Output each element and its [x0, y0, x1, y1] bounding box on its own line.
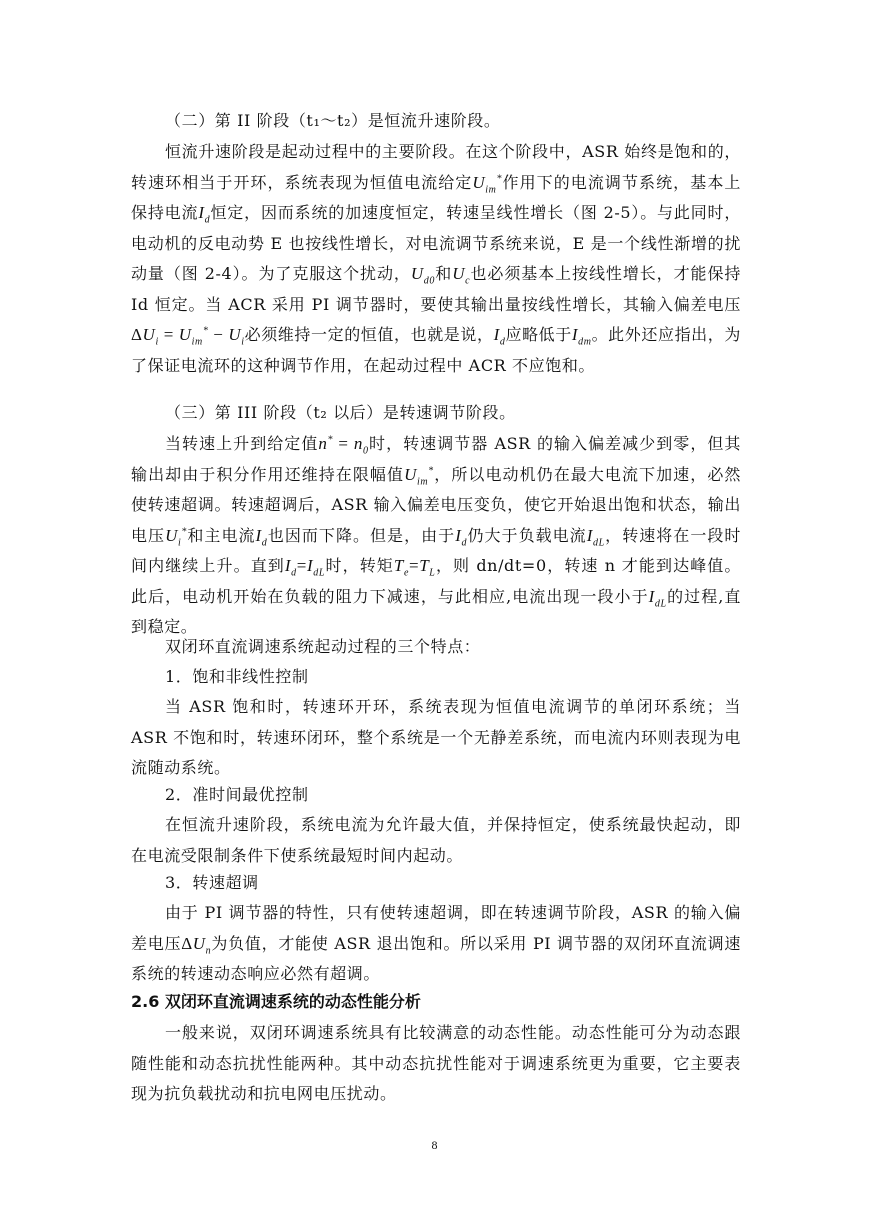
math-delta-ui-eq: $\Delta U_i = U_{im}^* - U_i$ — [131, 325, 245, 348]
math-id-4: $I_d$ — [455, 525, 468, 548]
math-uc: $U_c$ — [452, 264, 471, 287]
math-ud0: $U_{d0}$ — [410, 264, 435, 287]
page-number: 8 — [431, 1138, 438, 1152]
math-idl: $I_{dL}$ — [586, 525, 605, 548]
math-uim-star: $U_{im}^*$ — [472, 172, 503, 195]
features-intro: 双闭环直流调速系统起动过程的三个特点： — [165, 637, 481, 656]
section3-title: （三）第 III 阶段（t₂ 以后）是转速调节阶段。 — [165, 403, 516, 422]
math-id-3: $I_d$ — [255, 525, 268, 548]
section2-title: （二）第 II 阶段（t₁～t₂）是恒流升速阶段。 — [165, 111, 501, 130]
math-id: $I_d$ — [198, 203, 211, 226]
feature1-title: 1．饱和非线性控制 — [165, 667, 309, 686]
feature2-body: 在恒流升速阶段，系统电流为允许最大值，并保持恒定，使系统最快起动，即在电流受限制条件下使系统最短时间内起动。 — [131, 815, 741, 865]
math-idl-2: $I_{dL}$ — [648, 586, 667, 609]
math-idm: $I_{dm}$ — [571, 325, 592, 348]
math-uim-star-2: $U_{im}^*$ — [404, 464, 434, 487]
math-delta-un: $\Delta U_n$ — [181, 933, 212, 956]
math-id-eq-idl: $I_d=I_{dL}$ — [284, 556, 325, 579]
feature2-title: 2．准时间最优控制 — [165, 785, 309, 804]
section26-paragraph: 一般来说，双闭环调速系统具有比较满意的动态性能。动态性能可分为动态跟随性能和动态抗扰性能两种。其中动态抗扰性能对于调速系统更为重要，它主要表现为抗负载扰动和抗电网电压扰动。 — [131, 1023, 741, 1103]
math-ui-star: $U_i^*$ — [165, 525, 187, 548]
math-te-eq-tl: $T_e=T_L$ — [393, 556, 436, 579]
section3-paragraph: 当转速上升到给定值$n^* = n_0$时，转速调节器 ASR 的输入偏差减少到零，但其输出却由于积分作用还维持在限幅值$U_{im}^*$，所以电动机仍在最大电流下加速，必然使转速超调。转速超调后，ASR 输入偏差电压变负，使它开始退出饱和状态，输出电压$U_i^*$和主电流$I_d$也因而下降。但是，由于$I_d$仍大于负载电流$I_{dL}$，转速将在一段时间内继续上升。直到$I_d=I_{dL}$时，转矩$T_e=T_L$，则 dn/dt=0，转速 n 才能到达峰值。此后，电动机开始在负载的阻力下减速，与此相应,电流出现一段小于$I_{dL}$的过程,直到稳定。 — [131, 434, 742, 636]
feature3-title: 3．转速超调 — [165, 873, 259, 892]
math-n-star-eq-n0: $n^* = n_0$ — [318, 434, 369, 457]
feature1-body: 当 ASR 饱和时，转速环开环，系统表现为恒值电流调节的单闭环系统；当 ASR 不饱和时，转速环闭环，整个系统是一个无静差系统，而电流内环则表现为电流随动系统。 — [131, 697, 741, 777]
math-id-2: $I_d$ — [493, 325, 506, 348]
section-heading-2-6: 2.6 双闭环直流调速系统的动态性能分析 — [131, 992, 421, 1011]
feature3-body: 由于 PI 调节器的特性，只有使转速超调，即在转速调节阶段，ASR 的输入偏差电压$\Delta U_n$为负值，才能使 ASR 退出饱和。所以采用 PI 调节器的双闭环直流调速系统的转速动态响应必然有超调。 — [131, 903, 741, 983]
section2-paragraph: 恒流升速阶段是起动过程中的主要阶段。在这个阶段中，ASR 始终是饱和的，转速环相当于开环，系统表现为恒值电流给定$U_{im}^*$作用下的电流调节系统，基本上保持电流$I_d$恒定，因而系统的加速度恒定，转速呈线性增长（图 2-5）。与此同时，电动机的反电动势 E 也按线性增长，对电流调节系统来说，E 是一个线性渐增的扰动量（图 2-4）。为了克服这个扰动，$U_{d0}$和$U_c$也必须基本上按线性增长，才能保持 Id 恒定。当 ACR 采用 PI 调节器时，要使其输出量按线性增长，其输入偏差电压$\Delta U_i = U_{im}^* - U_i$必须维持一定的恒值，也就是说，$I_d$应略低于$I_{dm}$。此外还应指出，为了保证电流环的这种调节作用，在起动过程中 ACR 不应饱和。 — [131, 142, 741, 375]
